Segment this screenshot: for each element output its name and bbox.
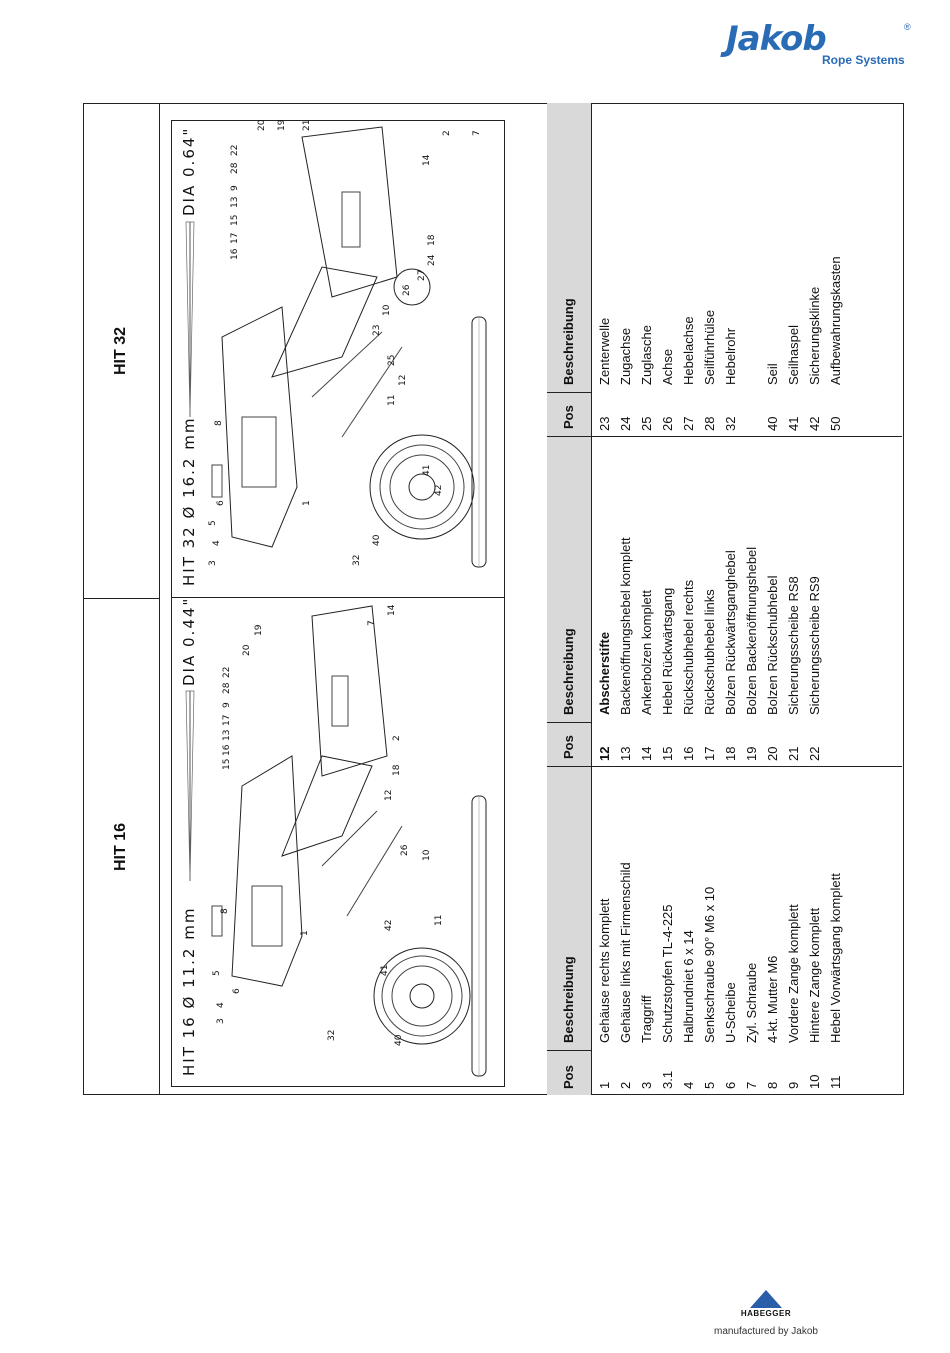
habegger-name: HABEGGER xyxy=(740,1309,792,1318)
drawing-title-hit16: HIT 16 Ø 11.2 mm xyxy=(180,906,198,1076)
part-description: Hebel Rückwärtsgang xyxy=(660,587,675,715)
habegger-triangle-icon xyxy=(750,1290,782,1308)
part-pos: 14 xyxy=(639,746,654,761)
logo-tagline: Rope Systems xyxy=(822,53,905,67)
header-hit16 xyxy=(83,599,160,1095)
callout: 11 xyxy=(387,394,397,406)
callout: 6 xyxy=(216,500,226,506)
callout: 7 xyxy=(472,130,482,136)
col-divider xyxy=(547,1050,591,1051)
callout: 8 xyxy=(220,908,230,914)
callout: 22 xyxy=(230,144,240,156)
callout: 3 xyxy=(208,560,218,566)
part-pos: 26 xyxy=(660,416,675,431)
jakob-logo xyxy=(726,19,916,70)
callout: 28 xyxy=(230,162,240,174)
callout: 5 xyxy=(212,970,222,976)
callout: 4 xyxy=(212,540,222,546)
callout: 19 xyxy=(277,119,287,131)
part-pos: 28 xyxy=(702,416,717,431)
callout: 1 xyxy=(300,930,310,936)
parts-table-header xyxy=(547,103,592,1095)
logo-wordmark: Jakob xyxy=(726,19,826,59)
part-description: Traggriff xyxy=(639,995,654,1043)
callout: 10 xyxy=(422,849,432,861)
callout: 17 xyxy=(222,714,232,726)
callout: 42 xyxy=(384,919,394,931)
parts-sheet xyxy=(83,103,904,1095)
part-pos: 8 xyxy=(765,1081,780,1089)
part-pos: 41 xyxy=(786,416,801,431)
callout: 4 xyxy=(216,1002,226,1008)
part-pos: 15 xyxy=(660,746,675,761)
part-pos: 40 xyxy=(765,416,780,431)
callout: 32 xyxy=(327,1029,337,1041)
callout: 2 xyxy=(392,735,402,741)
part-pos: 2 xyxy=(618,1081,633,1089)
part-pos: 13 xyxy=(618,746,633,761)
callout: 14 xyxy=(422,154,432,166)
col-divider xyxy=(547,392,591,393)
model-title-hit32: HIT 32 xyxy=(112,327,129,376)
part-pos: 3.1 xyxy=(660,1070,675,1089)
part-pos: 27 xyxy=(681,416,696,431)
callout: 26 xyxy=(402,284,412,296)
part-description: Bolzen Backenöffnungshebel xyxy=(744,546,759,715)
header-vdivider xyxy=(83,598,159,599)
part-description: Sicherungsscheibe RS9 xyxy=(807,576,822,715)
exploded-view-hit32 xyxy=(172,121,504,597)
callout: 26 xyxy=(400,844,410,856)
part-pos: 24 xyxy=(618,416,633,431)
part-pos: 42 xyxy=(807,416,822,431)
part-description: U-Scheibe xyxy=(723,982,738,1043)
part-description: Bolzen Rückschubhebel xyxy=(765,575,780,715)
header-hit32 xyxy=(83,103,160,599)
part-description: Zyl. Schraube xyxy=(744,962,759,1043)
part-pos: 7 xyxy=(744,1081,759,1089)
callout: 3 xyxy=(216,1018,226,1024)
part-description: Aufbewahrungskasten xyxy=(828,256,843,385)
part-pos: 16 xyxy=(681,746,696,761)
part-description: Seilführhülse xyxy=(702,309,717,385)
part-description: Hebelachse xyxy=(681,316,696,385)
part-pos: 10 xyxy=(807,1074,822,1089)
part-pos: 23 xyxy=(597,416,612,431)
part-pos: 32 xyxy=(723,416,738,431)
callout: 18 xyxy=(392,764,402,776)
col-pos-header: Pos xyxy=(561,405,576,429)
col-pos-header: Pos xyxy=(561,1065,576,1089)
col-desc-header: Beschreibung xyxy=(561,628,576,715)
part-pos: 3 xyxy=(639,1081,654,1089)
part-description: Seilhaspel xyxy=(786,325,801,385)
callout: 42 xyxy=(434,484,444,496)
part-description: Bolzen Rückwärtsganghebel xyxy=(723,550,738,715)
callout: 41 xyxy=(422,464,432,476)
part-description: Senkschraube 90° M6 x 10 xyxy=(702,886,717,1043)
part-description: Abscherstifte xyxy=(597,631,612,715)
callout: 13 xyxy=(230,196,240,208)
callout: 15 xyxy=(230,214,240,226)
part-description: Hintere Zange komplett xyxy=(807,907,822,1043)
callout: 24 xyxy=(427,254,437,266)
part-pos: 19 xyxy=(744,746,759,761)
part-pos: 1 xyxy=(597,1081,612,1089)
callout: 7 xyxy=(367,620,377,626)
col-pos-header: Pos xyxy=(561,735,576,759)
callout: 16 xyxy=(222,744,232,756)
callout: 23 xyxy=(372,324,382,336)
part-description: Halbrundniet 6 x 14 xyxy=(681,930,696,1043)
callout: 2 xyxy=(442,130,452,136)
part-description: Zenterwelle xyxy=(597,317,612,385)
callout: 15 xyxy=(222,758,232,770)
part-description: Hebel Vorwärtsgang komplett xyxy=(828,873,843,1043)
callout: 32 xyxy=(352,554,362,566)
callout: 40 xyxy=(372,534,382,546)
part-pos: 25 xyxy=(639,416,654,431)
part-description: Rückschubhebel rechts xyxy=(681,579,696,715)
callout: 20 xyxy=(242,644,252,656)
part-description: Vordere Zange komplett xyxy=(786,904,801,1043)
exploded-drawing-box xyxy=(171,120,505,1087)
callout: 41 xyxy=(380,964,390,976)
part-description: Sicherungsklinke xyxy=(807,286,822,385)
callout: 17 xyxy=(230,232,240,244)
col-divider xyxy=(547,766,902,767)
part-pos: 4 xyxy=(681,1081,696,1089)
callout: 19 xyxy=(254,624,264,636)
part-description: Rückschubhebel links xyxy=(702,589,717,715)
drawing-dia-hit32: DIA 0.64" xyxy=(180,126,198,216)
callout: 5 xyxy=(208,520,218,526)
col-desc-header: Beschreibung xyxy=(561,956,576,1043)
registered-mark: ® xyxy=(904,22,911,32)
callout: 14 xyxy=(387,604,397,616)
drawing-title-hit32: HIT 32 Ø 16.2 mm xyxy=(180,416,198,586)
callout: 11 xyxy=(434,914,444,926)
callout: 20 xyxy=(257,119,267,131)
part-pos: 20 xyxy=(765,746,780,761)
part-pos: 5 xyxy=(702,1081,717,1089)
part-pos: 9 xyxy=(786,1081,801,1089)
callout: 9 xyxy=(222,702,232,708)
part-description: Zuglasche xyxy=(639,325,654,385)
part-pos: 11 xyxy=(828,1075,843,1089)
callout: 1 xyxy=(302,500,312,506)
part-description: Seil xyxy=(765,363,780,385)
part-description: Ankerbolzen komplett xyxy=(639,589,654,715)
part-description: Hebelrohr xyxy=(723,327,738,385)
callout: 25 xyxy=(387,354,397,366)
callout: 27 xyxy=(417,269,427,281)
part-description: Schutzstopfen TL-4-225 xyxy=(660,904,675,1043)
callout: 8 xyxy=(214,420,224,426)
part-pos: 12 xyxy=(597,746,612,761)
callout: 18 xyxy=(427,234,437,246)
callout: 13 xyxy=(222,729,232,741)
part-pos: 17 xyxy=(702,746,717,761)
part-description: 4-kt. Mutter M6 xyxy=(765,955,780,1043)
col-divider xyxy=(547,722,591,723)
part-description: Sicherungsscheibe RS8 xyxy=(786,576,801,715)
part-pos: 6 xyxy=(723,1081,738,1089)
part-description: Achse xyxy=(660,348,675,385)
callout: 12 xyxy=(398,374,408,386)
part-description: Gehäuse rechts komplett xyxy=(597,898,612,1043)
part-pos: 18 xyxy=(723,746,738,761)
habegger-logo xyxy=(706,1290,826,1340)
drawing-dia-hit16: DIA 0.44" xyxy=(180,596,198,686)
part-pos: 21 xyxy=(786,746,801,761)
callout: 12 xyxy=(384,789,394,801)
callout: 22 xyxy=(222,666,232,678)
part-pos: 22 xyxy=(807,746,822,761)
col-desc-header: Beschreibung xyxy=(561,298,576,385)
part-description: Gehäuse links mit Firmenschild xyxy=(618,862,633,1043)
model-title-hit16: HIT 16 xyxy=(112,823,129,872)
callout: 28 xyxy=(222,682,232,694)
part-description: Zugachse xyxy=(618,327,633,385)
callout: 16 xyxy=(230,248,240,260)
callout: 10 xyxy=(382,304,392,316)
callout: 21 xyxy=(302,119,312,131)
callout: 9 xyxy=(230,185,240,191)
part-description: Backenöffnungshebel komplett xyxy=(618,537,633,715)
callout: 6 xyxy=(232,988,242,994)
manufactured-by: manufactured by Jakob xyxy=(714,1326,818,1337)
col-divider xyxy=(547,436,902,437)
part-pos: 50 xyxy=(828,416,843,431)
callout: 40 xyxy=(394,1034,404,1046)
